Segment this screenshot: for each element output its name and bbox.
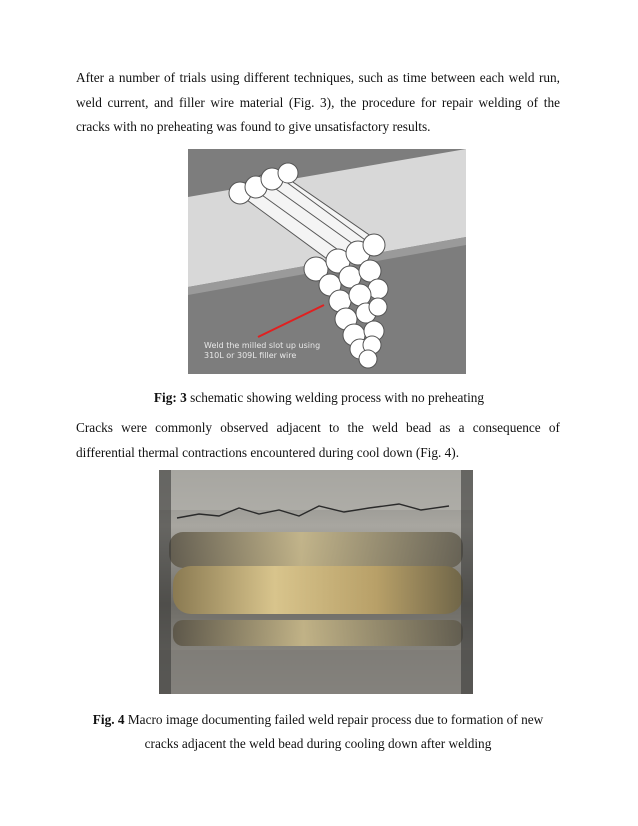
weld-bead-lower — [173, 620, 463, 646]
weld-bead-middle — [173, 566, 463, 614]
paragraph-trials: After a number of trials using different techniques, such as time between each weld run, weld current, and filler wire material (Fig. 3), the procedure for repair welding of the cracks with no preheating was found to give unsatisfactory results. — [76, 70, 560, 134]
figure-4-caption — [76, 708, 560, 756]
figure-3-label-line2: 310L or 309L filler wire — [204, 351, 297, 360]
figure-3-caption — [0, 386, 638, 410]
figure-3-caption-text: schematic showing welding process with no preheating — [186, 390, 485, 405]
figure-3-caption-label: Fig: 3 — [153, 390, 187, 405]
figure-3-label-line1: Weld the milled slot up using — [204, 341, 321, 350]
figure-3-schematic — [188, 149, 466, 374]
weld-bead-upper — [169, 532, 463, 568]
figure-4-caption-label: Fig. 4 — [92, 712, 125, 727]
figure-4-caption-text: Macro image documenting failed weld repair process due to formation of new cracks adjacent the weld bead during cooling down after welding — [124, 712, 544, 751]
paragraph-cracks: Cracks were commonly observed adjacent to the weld bead as a consequence of differential thermal contractions encountered during cool down (Fig. 4). — [76, 420, 560, 460]
figure-4-weld-photo — [159, 470, 473, 694]
